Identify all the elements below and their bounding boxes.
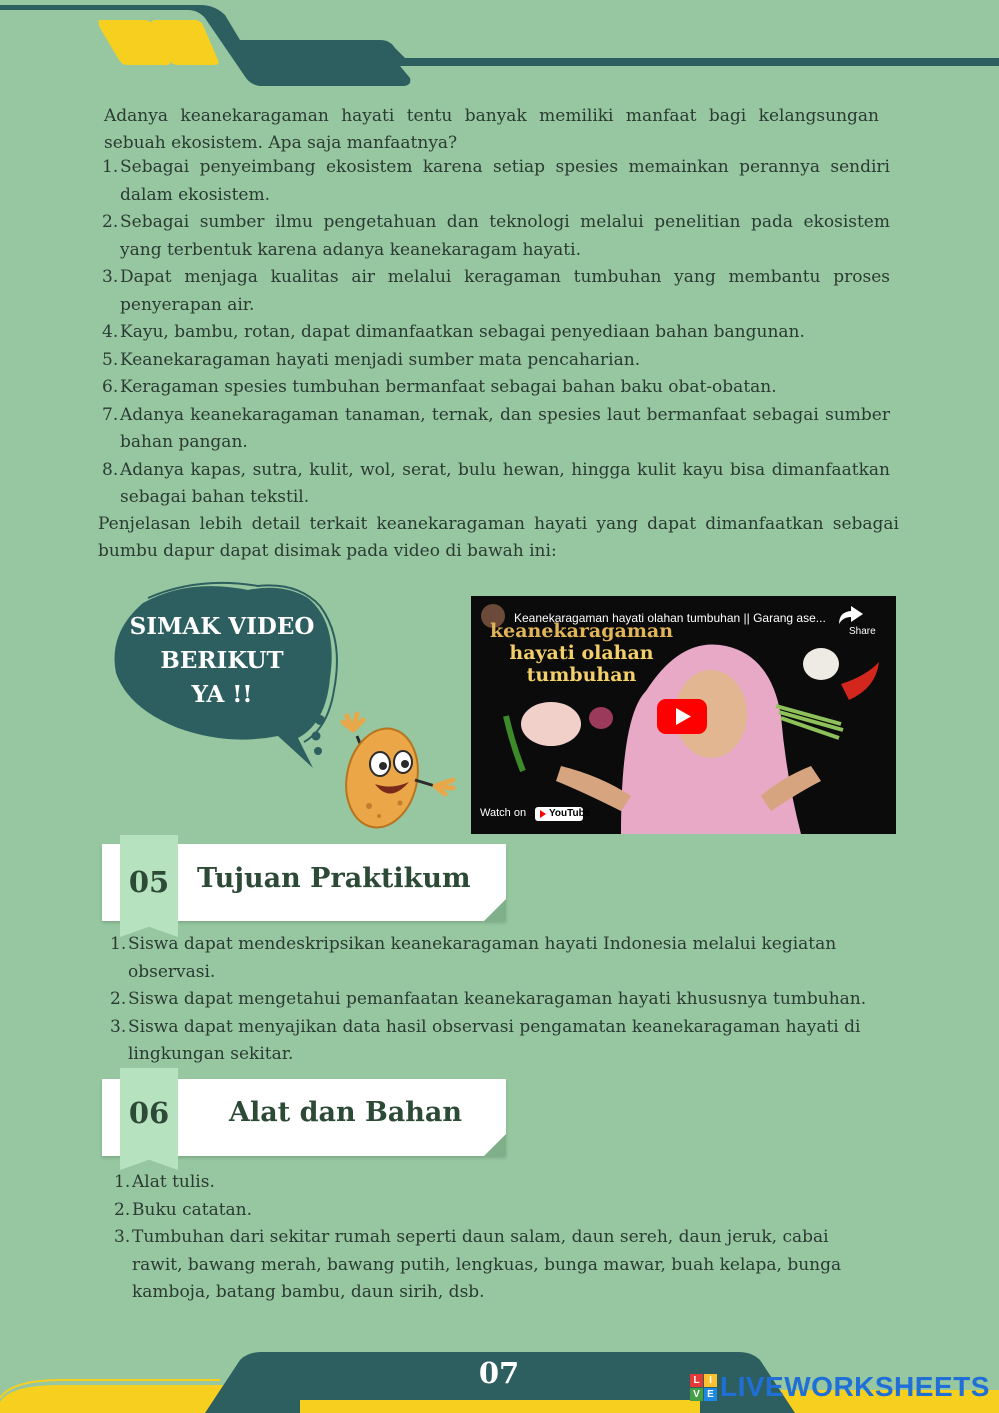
section-06-fold [484, 1134, 506, 1156]
chicken [521, 702, 581, 746]
overlay-title-3: tumbuhan [526, 664, 637, 686]
bubble-line-2: BERIKUT [160, 647, 284, 674]
section-06-title: Alat dan Bahan [229, 1097, 463, 1128]
overlay-title-2: hayati olahan [509, 642, 654, 664]
list-item: 8. Adanya kapas, sutra, kulit, wol, serat, bulu hewan, hingga kulit kayu bisa dimanfaatkan sebagai bahan tekstil. [102, 459, 890, 507]
list-item: 3. Tumbuhan dari sekitar rumah seperti daun salam, daun sereh, daun jeruk, cabai rawit, bawang merah, bawang putih, lengkuas, bunga mawar, buah kelapa, bunga kamboja, batang bambu, daun sirih, dsb. [114, 1227, 842, 1302]
potato-mascot-icon [335, 708, 465, 833]
page-number: 07 [478, 1356, 520, 1390]
bubble-dot [314, 747, 322, 755]
section-05-title: Tujuan Praktikum [197, 863, 471, 894]
liveworksheets-logo-icon: L I V E [690, 1374, 718, 1402]
youtube-label[interactable]: YouTube [549, 808, 591, 819]
video-intro-paragraph: Penjelasan lebih detail terkait keanekaragaman hayati yang dapat dimanfaatkan sebagai bumbu dapur dapat disimak pada video di bawah ini: [98, 514, 899, 561]
list-item: 1. Sebagai penyeimbang ekosistem karena setiap spesies memainkan perannya sendiri dalam ekosistem. [102, 157, 890, 205]
bubble-line-1: SIMAK VIDEO [129, 613, 315, 640]
objectives-list [110, 931, 870, 1069]
video-title[interactable]: Keanekaragaman hayati olahan tumbuhan || Garang ase... [514, 611, 826, 625]
list-item: 3. Siswa dapat menyajikan data hasil observasi pengamatan keanekaragaman hayati di lingkungan sekitar. [110, 1016, 861, 1064]
list-item: 5. Keanekaragaman hayati menjadi sumber mata pencaharian. [102, 349, 641, 370]
garlic [803, 648, 839, 680]
overlay-title-1: keanekaragaman [489, 620, 674, 642]
list-item: 6. Keragaman spesies tumbuhan bermanfaat sebagai bahan baku obat-obatan. [102, 377, 777, 397]
watch-on-label[interactable]: Watch on [480, 807, 527, 819]
intro-paragraph: Adanya keanekaragaman hayati tentu banyak memiliki manfaat bagi kelangsungan sebuah ekosistem. Apa saja manfaatnya? [104, 106, 879, 153]
liveworksheets-brand[interactable]: LIVEWORKSHEETS [720, 1371, 990, 1402]
section-06-number: 06 [128, 1096, 170, 1130]
list-item: 1. Alat tulis. [114, 1172, 215, 1192]
share-label[interactable]: Share [849, 626, 876, 637]
shallot [589, 707, 613, 729]
list-item: 7. Adanya keanekaragaman tanaman, ternak, dan spesies laut bermanfaat sebagai sumber bahan pangan. [102, 404, 890, 452]
list-item: 2. Siswa dapat mengetahui pemanfaatan keanekaragaman hayati khususnya tumbuhan. [110, 989, 867, 1009]
bubble-line-3: YA !! [191, 681, 253, 708]
bubble-dot [312, 732, 321, 741]
list-item: 2. Sebagai sumber ilmu pengetahuan dan teknologi melalui penelitian pada ekosistem yang terbentuk karena adanya keanekaragam hayati. [102, 212, 890, 260]
list-item: 2. Buku catatan. [114, 1199, 253, 1220]
section-05-fold [484, 899, 506, 921]
materials-list [114, 1169, 884, 1307]
bubble-text [122, 610, 322, 712]
section-05-number: 05 [128, 865, 170, 899]
list-item: 1. Siswa dapat mendeskripsikan keanekaragaman hayati Indonesia melalui kegiatan observasi. [110, 934, 837, 982]
video-player[interactable] [471, 596, 896, 834]
header-decoration [0, 0, 999, 100]
bubble-dot [315, 715, 325, 725]
benefits-list [102, 154, 890, 512]
list-item: 3. Dapat menjaga kualitas air melalui keragaman tumbuhan yang membantu proses penyerapan air. [102, 267, 890, 315]
list-item: 4. Kayu, bambu, rotan, dapat dimanfaatkan sebagai penyediaan bahan bangunan. [102, 322, 805, 342]
